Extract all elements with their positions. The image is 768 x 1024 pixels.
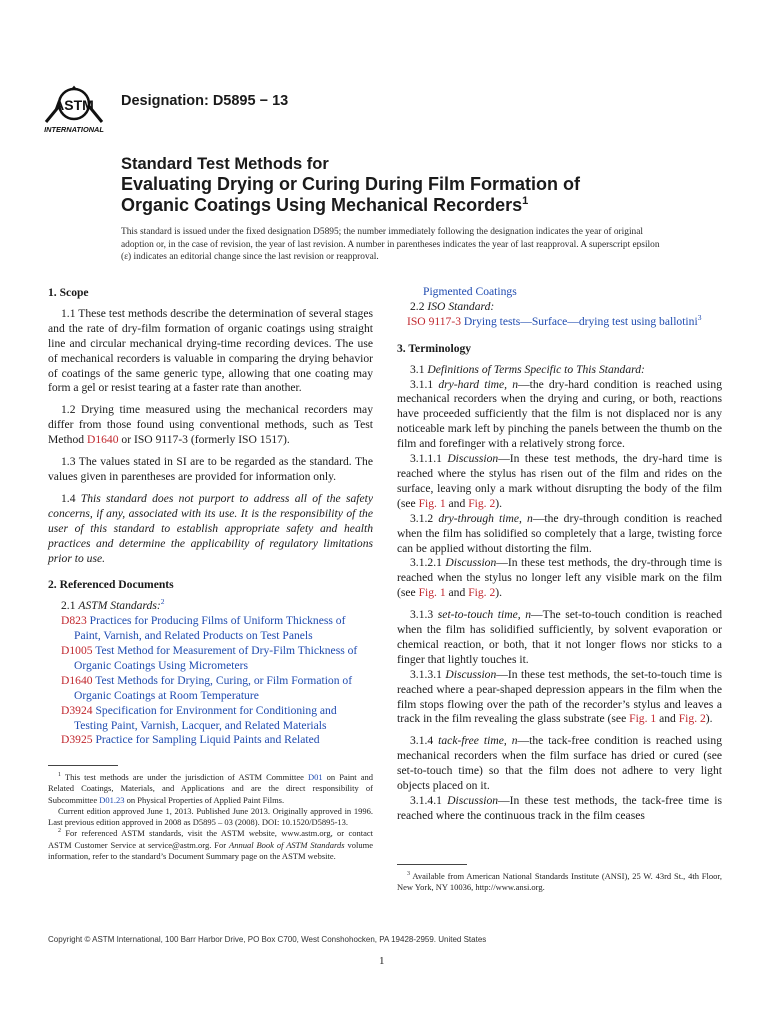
footnote-2-text-b: volume information, refer to the standard’s Document Summary page on the ASTM website. — [48, 839, 373, 862]
section-3-1-2 — [397, 512, 722, 557]
footnote-1-edition: Current edition approved June 1, 2013. Published June 2013. Originally approved in 1996. Last previous edition approved in 2008 as D5895 – 03 (2008). DOI: 10.1520/D5895-13. — [48, 805, 373, 828]
title-line-3-text: Organic Coatings Using Mechanical Recorders — [121, 195, 523, 215]
discussion-label: Discussion — [447, 794, 499, 807]
section-3-1-number: 3.1 — [410, 362, 428, 376]
reference-title: Test Method for Measurement of Dry-Film Thickness of Organic Coatings Using Micrometers — [74, 644, 358, 672]
svg-text:INTERNATIONAL: INTERNATIONAL — [44, 125, 104, 134]
section-2-1 — [48, 599, 373, 614]
document-title — [121, 154, 721, 216]
fig-1-link[interactable]: Fig. 1 — [418, 496, 446, 510]
scope-heading: 1. Scope — [48, 286, 89, 299]
term: dry-hard time, n — [438, 377, 519, 391]
reference-d3925[interactable] — [48, 733, 373, 748]
footnote-divider — [397, 864, 467, 865]
reference-d3925-continued[interactable]: Pigmented Coatings — [423, 285, 517, 298]
section-1-2-text-end: or ISO 9117-3 (formerly ISO 1517). — [118, 433, 290, 447]
section-2-1-number: 2.1 — [61, 599, 79, 613]
reference-code: D823 — [61, 614, 87, 628]
title-line-2: Evaluating Drying or Curing During Film Formation of — [121, 174, 580, 194]
reference-iso-9117-3[interactable] — [397, 312, 722, 330]
fig-2-link[interactable]: Fig. 2 — [678, 712, 706, 726]
section-1-2 — [48, 403, 373, 448]
reference-code: ISO 9117-3 — [407, 314, 461, 328]
terminology-heading: 3. Terminology — [397, 341, 472, 355]
footnote-2-mark[interactable]: 2 — [160, 597, 165, 607]
footnote-1: $^1$ This test methods are under the jurisdiction of ASTM Committee D01 on Paint and Related Coatings, Materials, and Applications and are the direct responsibility of Subcommittee D01.23 on Physical Properties of Applied Paint Films. — [48, 772, 373, 805]
right-footnotes — [397, 864, 722, 894]
fig-2-link[interactable]: Fig. 2 — [468, 586, 496, 600]
discussion-label: Discussion — [445, 556, 497, 570]
footnote-1-text-c: on Physical Properties of Applied Paint Films. — [124, 794, 285, 805]
reference-code: D1640 — [61, 673, 93, 687]
reference-d1005[interactable] — [48, 644, 373, 674]
section-3-1-1 — [397, 378, 722, 453]
designation: Designation: D5895 − 13 — [121, 93, 289, 109]
title-line-3 — [121, 195, 721, 216]
definition: —The set-to-touch condition is reached when the film has solidified sufficiently, by solvent evaporation or chemical reaction, or both, that it not longer flows nor sticks to a finger that lightly touches it. — [397, 608, 722, 666]
footnote-1-text-b: on Paint and Related Coatings, Materials, and Applications and are the direct responsibility of Subcommittee — [48, 772, 373, 805]
d01-23-link[interactable]: D01.23 — [99, 794, 125, 805]
section-3-1-text: Definitions of Terms Specific to This Standard: — [427, 362, 645, 376]
term: set-to-touch time, n — [437, 608, 532, 622]
referenced-documents-heading: 2. Referenced Documents — [48, 578, 174, 592]
and-text: and — [656, 712, 679, 726]
section-1-3: 1.3 The values stated in SI are to be regarded as the standard. The values given in parentheses are provided for information only. — [48, 455, 373, 483]
footnote-3-mark[interactable]: 3 — [697, 312, 702, 322]
svg-text:ASTM: ASTM — [54, 97, 94, 113]
discussion-text: —In these test methods, the set-to-touch time is reached where a pear-shaped depression appears in the film when the film stops flowing over the path of the recorder’s stylus and leaves a track in the film revealing the glass substrate (see — [397, 667, 723, 726]
section-1-4-number: 1.4 — [61, 491, 81, 505]
section-1-2-text: 1.2 Drying time measured using the mechanical recorders may differ from those found using conventional methods, such as Test Method — [48, 403, 373, 447]
section-3-1-4 — [397, 734, 722, 794]
reference-code: D1005 — [61, 644, 93, 658]
reference-title: Test Methods for Drying, Curing, or Film Formation of Organic Coatings at Room Temperature — [74, 673, 353, 702]
definition: —the dry-hard condition is reached using mechanical recorders when the drying and curing, or both, reactions have proceeded sufficiently that the film is not displaced nor is any noticeable mark left by pinching the panels between the thumb on the film and forefinger with a relatively strong force. — [397, 377, 722, 451]
discussion-text: —In these test methods, the tack-free time is reached where the continuous track in the film ceases — [397, 794, 722, 822]
section-2-2-number: 2.2 — [410, 299, 428, 313]
right-column — [397, 285, 722, 824]
section-number: 3.1.1.1 — [410, 452, 448, 466]
footnote-1-text: This test methods are under the jurisdiction of ASTM Committee — [64, 772, 308, 782]
section-1-4 — [48, 492, 373, 567]
d1640-link[interactable]: D1640 — [86, 433, 119, 447]
copyright-footer: Copyright © ASTM International, 100 Barr Harbor Drive, PO Box C700, West Conshohocken, PA 19428-2959. United States — [48, 935, 487, 944]
section-2-1-text: ASTM Standards: — [78, 599, 161, 613]
footnote-2: $^2$ For referenced ASTM standards, visit the ASTM website, www.astm.org, or contact ASTM Customer Service at service@astm.org. For Annual Book of ASTM Standards volume information, refer to the standard’s Document Summary page on the ASTM website. — [48, 828, 373, 862]
section-3-1 — [397, 363, 722, 378]
discussion-text: —In these test methods, the dry-hard time is reached where the stylus has risen out of the film and rides on the surface, leaving only a mark without disrupting the body of the film (see — [397, 452, 722, 510]
d01-link[interactable]: D01 — [307, 772, 323, 782]
section-3-1-4-1 — [397, 794, 722, 824]
reference-d3924[interactable] — [48, 704, 373, 734]
section-2-2-text: ISO Standard: — [427, 299, 495, 313]
fig-1-link[interactable]: Fig. 1 — [418, 586, 446, 600]
footnote-2-text: For referenced ASTM standards, visit the ASTM website, www.astm.org, or contact ASTM Customer Service at service@astm.org. For — [48, 828, 373, 850]
discussion-label: Discussion — [447, 452, 499, 466]
section-3-1-2-1 — [397, 556, 722, 601]
section-3-1-1-1 — [397, 452, 722, 512]
close-text: ). — [495, 496, 503, 510]
close-text: ). — [495, 586, 503, 600]
section-2-2 — [397, 300, 722, 315]
discussion-label: Discussion — [445, 667, 497, 681]
section-number: 3.1.3 — [410, 608, 438, 622]
term: dry-through time, n — [438, 511, 533, 525]
section-3-1-3 — [397, 608, 722, 668]
footnotes-text — [48, 772, 373, 862]
section-number: 3.1.2 — [410, 511, 439, 525]
footnote-divider — [48, 765, 118, 766]
page-number: 1 — [379, 955, 385, 967]
footnote-3: $^3$ Available from American National Standards Institute (ANSI), 25 W. 43rd St., 4th Floor, New York, NY 10036, http://www.ansi.org. — [397, 871, 722, 893]
term: tack-free time, n — [438, 734, 518, 748]
standard-notice: This standard is issued under the fixed designation D5895; the number immediately following the designation indicates the year of original adoption or, in the case of revision, the year of last revision. A number in parentheses indicates the year of last reapproval. A superscript epsilon (ε) indicates an editorial change since the last revision or reapproval. — [121, 227, 660, 263]
section-1-1: 1.1 These test methods describe the determination of several stages and the rate of dry-film formation of organic coatings using straight line and circular mechanical drying-time recording devices. The use of mechanical recorders is valuable in comparing the drying behavior of coatings of the same generic type, allowing that one coating may form a gel or resist tearing at a faster rate than another. — [48, 306, 373, 395]
section-3-1-3-1 — [397, 668, 722, 728]
fig-1-link[interactable]: Fig. 1 — [629, 712, 657, 726]
reference-title: Practices for Producing Films of Uniform Thickness of Paint, Varnish, and Related Products on Test Panels — [74, 614, 346, 643]
left-column — [48, 286, 373, 748]
definition: —the tack-free condition is reached using mechanical recorders when the film surface has dried or cured (see set-to-touch time) so that the film does not adhere to very light objects placed on it. — [397, 734, 722, 793]
reference-d1640[interactable] — [48, 674, 373, 704]
section-number: 3.1.1 — [410, 377, 439, 391]
reference-d823[interactable] — [48, 614, 373, 644]
section-number: 3.1.3.1 — [410, 667, 446, 681]
and-text: and — [445, 496, 469, 510]
title-line-1: Standard Test Methods for — [121, 155, 329, 173]
reference-title: Specification for Environment for Conditioning and Testing Paint, Varnish, Lacquer, and Related Materials — [74, 703, 337, 732]
section-number: 3.1.4 — [410, 734, 439, 748]
reference-title: Practice for Sampling Liquid Paints and Related — [92, 733, 320, 747]
and-text: and — [445, 586, 469, 600]
fig-2-link[interactable]: Fig. 2 — [468, 496, 496, 510]
reference-title: Drying tests—Surface—drying test using ballotini — [461, 314, 698, 328]
footnote-2-italic: Annual Book of ASTM Standards — [229, 839, 345, 850]
astm-logo-icon — [36, 80, 112, 136]
definition: —the dry-through condition is reached when the film has solidified so completely that a large, twisting force can be applied without distorting the film. — [397, 511, 722, 555]
close-text: ). — [705, 712, 713, 726]
section-number: 3.1.4.1 — [410, 794, 448, 807]
section-number: 3.1.2.1 — [410, 556, 446, 570]
discussion-text: —In these test methods, the dry-through time is reached when the stylus no longer left any visible mark on the film (see — [397, 556, 722, 600]
reference-code: D3925 — [61, 733, 93, 747]
left-footnotes — [48, 765, 373, 862]
astm-logo — [36, 80, 112, 136]
title-footnote-mark: 1 — [522, 195, 529, 207]
reference-code: D3924 — [61, 703, 93, 717]
footnote-3-text: Available from American National Standards Institute (ANSI), 25 W. 43rd St., 4th Floor, New York, NY 10036, http://www.ansi.org. — [397, 871, 722, 893]
section-1-4-text: This standard does not purport to address all of the safety concerns, if any, associated with its use. It is the responsibility of the user of this standard to establish appropriate safety and health practices and determine the applicability of regulatory limitations prior to use. — [48, 491, 373, 565]
